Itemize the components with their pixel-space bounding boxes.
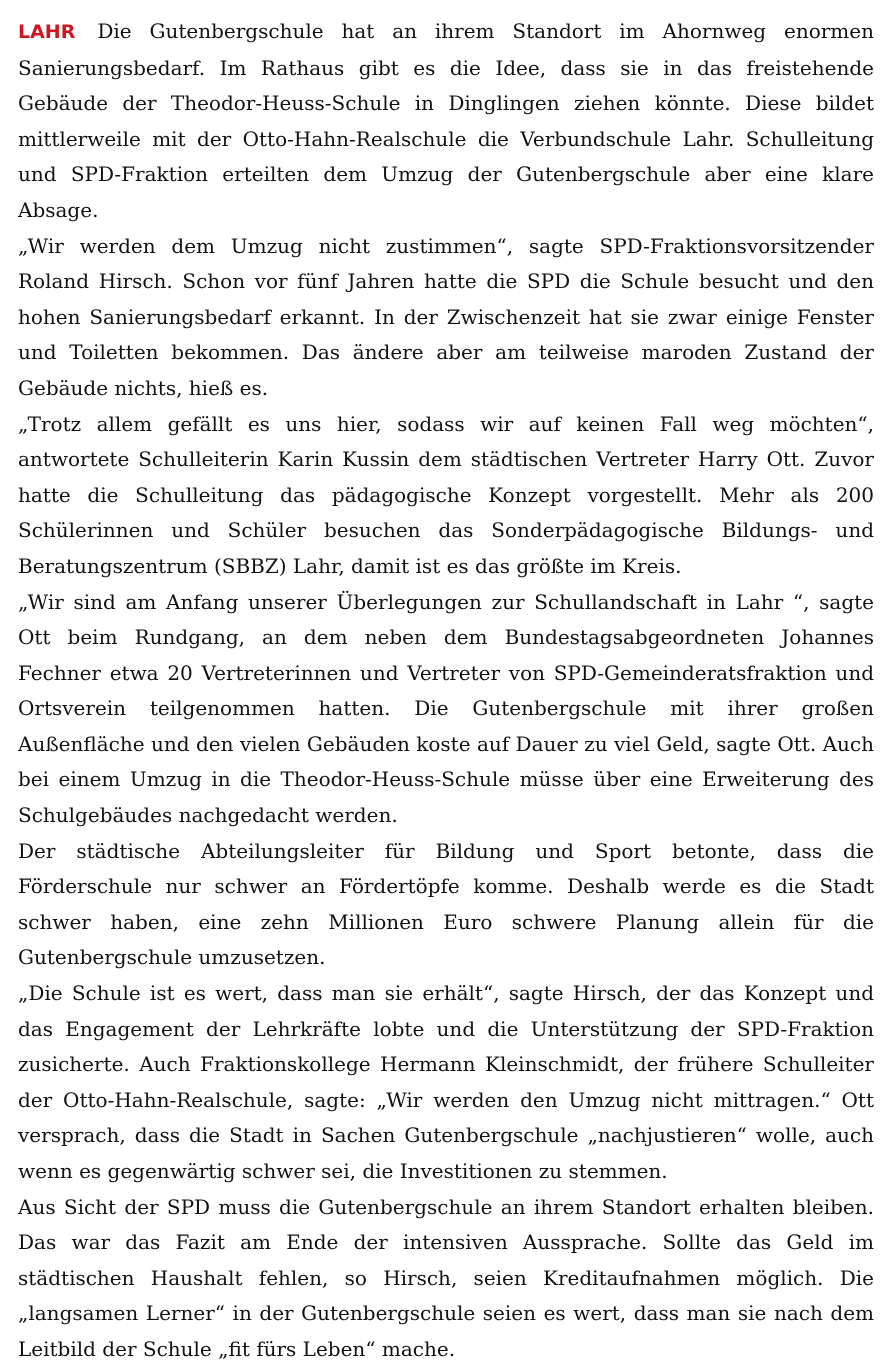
article-paragraph: [18, 14, 874, 229]
article-paragraph: Der städtische Abteilungsleiter für Bildung und Sport betonte, dass die Förderschule nur schwer an Fördertöpfe komme. Deshalb werde es die Stadt schwer haben, eine zehn Millionen Euro schwere Planung allein für die Gutenbergschule umzusetzen.: [18, 838, 874, 970]
article-paragraph: „Wir werden dem Umzug nicht zustimmen“, sagte SPD-Fraktionsvorsitzender Roland Hirsch. Schon vor fünf Jahren hatte die SPD die Schule besucht und den hohen Sanierungsbedarf erkannt. In der Zwischenzeit hat sie zwar einige Fenster und Toiletten bekommen. Das ändere aber am teilweise maroden Zustand der Gebäude nichts, hieß es.: [18, 233, 874, 400]
article-paragraph: „Die Schule ist es wert, dass man sie erhält“, sagte Hirsch, der das Konzept und das Engagement der Lehrkräfte lobte und die Unterstützung der SPD-Fraktion zusicherte. Auch Fraktionskollege Hermann Kleinschmidt, der frühere Schulleiter der Otto-Hahn-Realschule, sagte: „Wir werden den Umzug nicht mittragen.“ Ott versprach, dass die Stadt in Sachen Gutenbergschule „nachjustieren“ wolle, auch wenn es gegenwärtig schwer sei, die Investitionen zu stemmen.: [18, 981, 874, 1183]
paragraph-text: Die Gutenbergschule hat an ihrem Standort im Ahornweg enormen Sanierungsbedarf. Im Rathaus gibt es die Idee, dass sie in das freistehende Gebäude der Theodor-Heuss-Schule in Dinglingen ziehen könnte. Diese bildet mittlerweile mit der Otto-Hahn-Realschule die Verbundschule Lahr. Schulleitung und SPD-Fraktion erteilten dem Umzug der Gutenbergschule aber eine klare Absage.: [18, 19, 874, 222]
article-paragraph: „Trotz allem gefällt es uns hier, sodass wir auf keinen Fall weg möchten“, antwortete Schulleiterin Karin Kussin dem städtischen Vertreter Harry Ott. Zuvor hatte die Schulleitung das pädagogische Konzept vorgestellt. Mehr als 200 Schülerinnen und Schüler besuchen das Sonderpädagogische Bildungs- und Beratungszentrum (SBBZ) Lahr, damit ist es das größte im Kreis.: [18, 411, 874, 578]
article-paragraph: „Wir sind am Anfang unserer Überlegungen zur Schullandschaft in Lahr “, sagte Ott beim Rundgang, an dem neben dem Bundestagsabgeordneten Johannes Fechner etwa 20 Vertreterinnen und Vertreter von SPD-Gemeinderatsfraktion und Ortsverein teilgenommen hatten. Die Gutenbergschule mit ihrer großen Außenfläche und den vielen Gebäuden koste auf Dauer zu viel Geld, sagte Ott. Auch bei einem Umzug in die Theodor-Heuss-Schule müsse über eine Erweiterung des Schulgebäudes nachgedacht werden.: [18, 589, 874, 828]
article-paragraph: Aus Sicht der SPD muss die Gutenbergschule an ihrem Standort erhalten bleiben. Das war das Fazit am Ende der intensiven Aussprache. Sollte das Geld im städtischen Haushalt fehlen, so Hirsch, seien Kreditaufnahmen möglich. Die „langsamen Lerner“ in der Gutenbergschule seien es wert, dass man sie nach dem Leitbild der Schule „fit fürs Leben“ mache.: [18, 1194, 874, 1361]
dateline: LAHR: [18, 21, 76, 43]
